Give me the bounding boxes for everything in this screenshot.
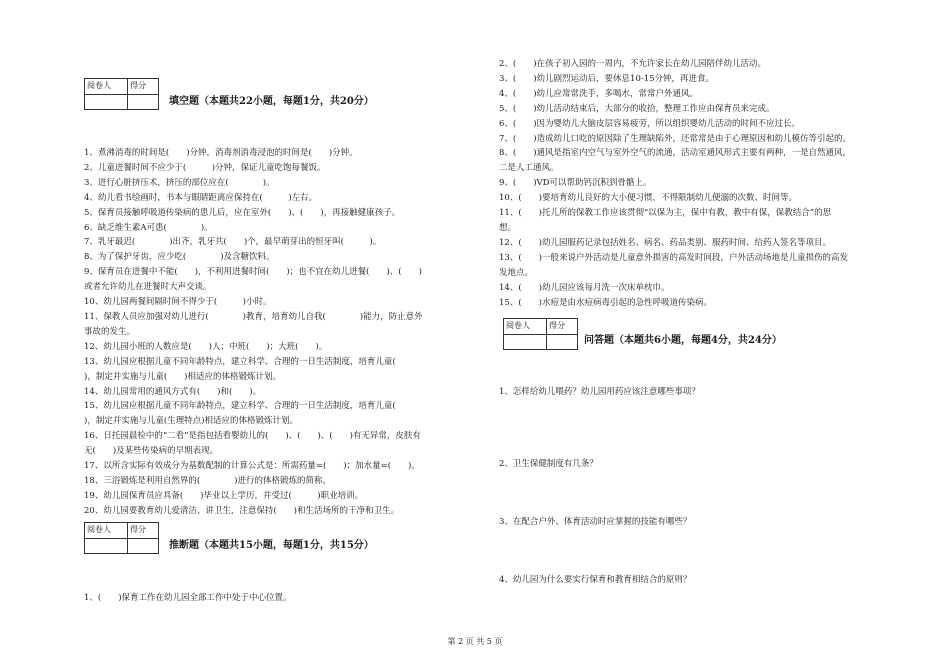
question-item: 发地点。 [499,267,534,278]
question-item: 5、保育员接触呼吸道传染病的患儿后，应在室外( )、( )，再接触健康孩子。 [84,207,401,218]
qa-question-1: 1、怎样给幼儿喂药？幼儿园用药应该注意哪些事项？ [499,387,700,397]
page-footer: 第 2 页 共 5 页 [447,637,503,646]
question-item: 4、( )幼儿应常常洗手，多喝水，常常户外通风。 [499,88,699,99]
reviewer-label: 阅卷人 [85,523,128,539]
reviewer-cell[interactable] [504,334,547,349]
question-item: 9、保育员在进餐中不能( )，不利用进餐时间( )；也不宜在幼儿进餐( )、( ) [84,267,422,278]
question-item: 14、幼儿园常用的通风方式有( )和( )。 [84,386,262,397]
question-item: 14、( )幼儿园应该每月洗一次床单枕巾。 [499,282,670,293]
question-item: 13、幼儿园应根据儿童不同年龄特点，建立科学、合理的一日生活制度，培育儿童( [84,356,413,367]
section2-title: 推断题（本题共15小题，每题1分，共15分） [169,540,374,551]
question-item: 17、以所含实际有效成分为基数配制的计算公式是：所需药量=( )；加水量=( )。 [84,461,420,472]
question-item: 9、( )VD可以帮助钙沉积到骨骼上。 [499,178,652,189]
question-item: 11、保教人员应加强对幼儿进行( )教育，培育幼儿自我( )能力，防止意外 [84,311,423,322]
question-item: 16、日托园晨检中的“二看”是指包括看婴幼儿的( )、( )、( )有无异常，皮肤有 [84,431,421,442]
question-item: 12、( )幼儿园服药记录包括姓名、病名、药品类别、服药时间、给药人签名等项目。 [499,237,831,248]
question-item: 8、( )通风是指室内空气与室外空气的流通，活动室通风形式主要有两种，一是自然通风， [499,148,852,159]
question-item: 19、幼儿园保育员应具备( )毕业以上学历，并受过( )职业培训。 [84,490,364,501]
question-item: 15、幼儿园应根据儿童不同年龄特点，建立科学、合理的一日生活制度，培育儿童( [84,401,413,412]
score-box-section2 [84,522,159,554]
question-item: 8、为了保护牙齿，应少吃( )及含糖饮料。 [84,252,275,263]
question-item: 18、三浴锻炼是利用自然界的( )进行的体格锻炼的简称。 [84,475,331,486]
question-item: 事故的发生。 [84,326,136,337]
question-item: 7、( )造成幼儿口吃的原因除了生理缺陷外，还常常是由于心理原因和幼儿模仿等引起的。 [499,133,852,144]
fill-blank-list [84,146,494,519]
question-item: 13、( )一般来说户外活动是儿童意外损害的高发时间段，户外活动场地是儿童损伤的高发 [499,252,848,263]
reviewer-label: 阅卷人 [85,79,128,95]
question-item: 6、( )因为婴幼儿大脑皮层容易疲劳，所以组织婴幼儿活动的时间不应过长。 [499,118,801,129]
question-item: 想。 [499,222,517,233]
reviewer-cell[interactable] [85,538,128,553]
question-item: 20、幼儿园要教育幼儿爱清洁、讲卫生，注意保持( )和生活场所的干净和卫生。 [84,505,399,516]
question-item: 3、( )幼儿剧烈运动后，要休息10-15分钟，再进食。 [499,73,715,84]
section1-title: 填空题（本题共22小题，每题1分，共20分） [169,96,374,107]
score-cell[interactable] [547,334,578,349]
section3-title: 问答题（本题共6小题，每题4分，共24分） [584,335,782,346]
qa-question-3: 3、在配合户外、体育活动时应掌握的技能有哪些？ [499,517,692,527]
question-item: 12、幼儿园小班的人数应是( )人；中班( )；大班( )。 [84,341,328,352]
question-item: 11、( )托儿所的保教工作应该贯彻“以保为主，保中有教，教中有保，保教结合”的思 [499,208,832,219]
question-item: 15、( )水痘是由水痘病毒引起的急性呼吸道传染病。 [499,297,712,308]
score-box-section1 [84,78,159,110]
question-item: 4、幼儿看书绘画时，书本与眼睛距离应保持在( )左右。 [84,192,318,203]
reviewer-label: 阅卷人 [504,319,547,335]
score-box-section3 [503,318,578,350]
question-item: 5、( )幼儿活动结束后，大部分的收拾，整理工作应由保育员来完成。 [499,103,775,114]
question-item: 6、缺乏维生素A可患( )。 [84,222,213,233]
question-item: 1、( )保育工作在幼儿园全部工作中处于中心位置。 [84,593,292,603]
question-item: 10、幼儿园两餐间隔时间不得少于( )小时。 [84,297,272,308]
reviewer-cell[interactable] [85,94,128,109]
question-item: 2、( )在孩子初入园的一周内，不允许家长在幼儿园陪伴幼儿活动。 [499,59,767,69]
judge-list-start [84,591,494,606]
question-item: 10、( )要培育幼儿良好的大小便习惯，不得限制幼儿便溺的次数、时间等。 [499,193,797,204]
qa-question-2: 2、卫生保健制度有几条？ [499,459,598,469]
score-label: 得分 [128,523,159,539]
question-item: 或者允许幼儿在进餐时大声交谈。 [84,282,212,293]
question-item: 1、煮沸消毒的时间是( )分钟，消毒剂消毒浸泡的时间是( )分钟。 [84,148,358,158]
score-cell[interactable] [128,538,159,553]
question-item: 3、进行心脏挤压术，挤压的部位应在( )。 [84,177,275,188]
question-item: 2、儿童进餐时间不应少于( )分钟，保证儿童吃饱每餐饭。 [84,162,326,173]
question-item: )，制定并实施与儿童( )相适应的体格锻炼计划。 [84,371,281,382]
question-item: 无( )及某些传染病的早期表现。 [84,446,219,457]
qa-question-4: 4、幼儿园为什么要实行保育和教育相结合的原则？ [499,575,692,585]
score-label: 得分 [547,319,578,335]
question-item: )，制定并实施与儿童(生理特点)相适应的体格锻炼计划。 [84,416,298,427]
judge-list [499,57,909,310]
question-item: 二是人工通风。 [499,163,559,174]
question-item: 7、乳牙最迟( )出齐，乳牙共( )个，最早萌芽出的恒牙叫( )。 [84,237,382,248]
score-label: 得分 [128,79,159,95]
score-cell[interactable] [128,94,159,109]
